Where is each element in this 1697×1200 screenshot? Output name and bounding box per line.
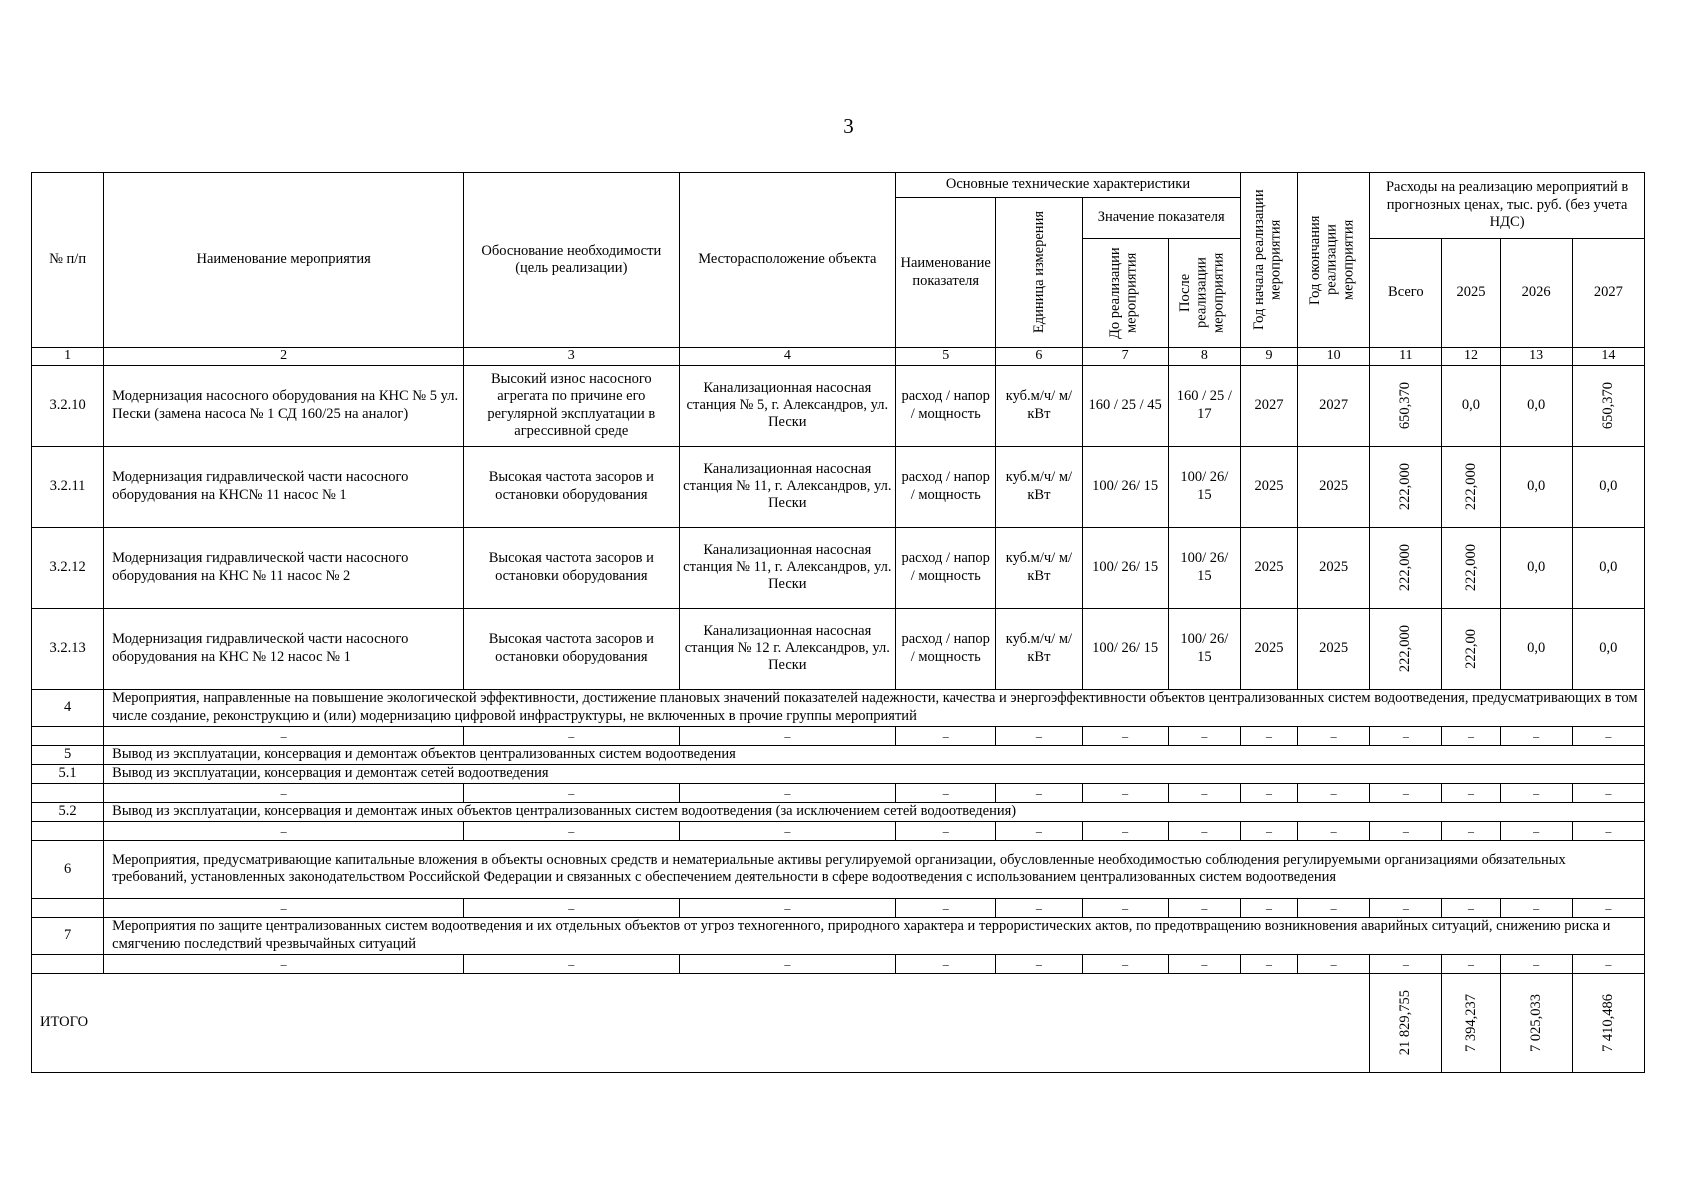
col-number: 6: [996, 348, 1082, 366]
dash-cell: –: [1370, 898, 1442, 917]
row-before: 100/ 26/ 15: [1082, 608, 1168, 689]
dash-cell: –: [1370, 821, 1442, 840]
dash-cell: –: [996, 821, 1082, 840]
section-row-5: [32, 745, 1645, 764]
row-total: 222,000: [1370, 608, 1442, 689]
row-2027: 0,0: [1572, 527, 1644, 608]
dash-cell: –: [464, 898, 680, 917]
totals-label: ИТОГО: [32, 973, 1370, 1072]
dash-cell: –: [1240, 821, 1297, 840]
row-indicator: расход / напор / мощность: [896, 608, 996, 689]
header-unit: Единица измерения: [996, 198, 1082, 348]
dash-cell: –: [1500, 821, 1572, 840]
dash-row: [32, 898, 1645, 917]
dash-cell: –: [104, 898, 464, 917]
totals-2026: 7 025,033: [1500, 973, 1572, 1072]
dash-cell: –: [679, 726, 896, 745]
dash-cell: –: [1572, 898, 1644, 917]
section-text: Вывод из эксплуатации, консервация и демонтаж иных объектов централизованных систем водоотведения (за исключением сетей водоотведения): [104, 802, 1645, 821]
section-row-6: [32, 840, 1645, 898]
row-2025: 0,0: [1442, 365, 1500, 446]
row-total: 222,000: [1370, 527, 1442, 608]
section-text: Вывод из эксплуатации, консервация и демонтаж объектов централизованных систем водоотведения: [104, 745, 1645, 764]
header-reason: Обоснование необходимости (цель реализации): [464, 173, 680, 348]
row-unit: куб.м/ч/ м/ кВт: [996, 527, 1082, 608]
row-name: Модернизация насосного оборудования на КНС № 5 ул. Пески (замена насоса № 1 СД 160/25 на аналог): [104, 365, 464, 446]
header-2025: 2025: [1442, 239, 1500, 348]
row-2027: 0,0: [1572, 446, 1644, 527]
table-row: [32, 527, 1645, 608]
col-number: 8: [1168, 348, 1240, 366]
dash-cell: –: [104, 821, 464, 840]
col-number: 11: [1370, 348, 1442, 366]
dash-cell: –: [1500, 783, 1572, 802]
row-reason: Высокая частота засоров и остановки оборудования: [464, 527, 680, 608]
dash-cell: –: [1500, 954, 1572, 973]
dash-cell: –: [679, 821, 896, 840]
dash-cell: –: [996, 954, 1082, 973]
dash-cell: –: [896, 783, 996, 802]
col-number: 5: [896, 348, 996, 366]
row-indicator: расход / напор / мощность: [896, 527, 996, 608]
dash-cell: –: [1370, 726, 1442, 745]
row-total: 650,370: [1370, 365, 1442, 446]
dash-cell: –: [1572, 783, 1644, 802]
col-number: 2: [104, 348, 464, 366]
table-row: [32, 446, 1645, 527]
row-reason: Высокая частота засоров и остановки оборудования: [464, 446, 680, 527]
dash-row: [32, 783, 1645, 802]
dash-cell: –: [1442, 726, 1500, 745]
row-num: 3.2.10: [32, 365, 104, 446]
row-2026: 0,0: [1500, 365, 1572, 446]
col-number: 13: [1500, 348, 1572, 366]
row-indicator: расход / напор / мощность: [896, 446, 996, 527]
empty-cell: [32, 821, 104, 840]
section-text: Вывод из эксплуатации, консервация и демонтаж сетей водоотведения: [104, 764, 1645, 783]
dash-cell: –: [464, 783, 680, 802]
row-2026: 0,0: [1500, 446, 1572, 527]
col-number: 7: [1082, 348, 1168, 366]
dash-cell: –: [1240, 898, 1297, 917]
empty-cell: [32, 783, 104, 802]
col-number: 9: [1240, 348, 1297, 366]
dash-cell: –: [996, 783, 1082, 802]
dash-cell: –: [1370, 954, 1442, 973]
dash-cell: –: [1572, 954, 1644, 973]
row-location: Канализационная насосная станция № 11, г. Александров, ул. Пески: [679, 446, 896, 527]
dash-cell: –: [1168, 726, 1240, 745]
totals-2025: 7 394,237: [1442, 973, 1500, 1072]
row-end: 2025: [1298, 446, 1370, 527]
row-num: 3.2.12: [32, 527, 104, 608]
dash-cell: –: [1500, 726, 1572, 745]
header-total: Всего: [1370, 239, 1442, 348]
row-after: 100/ 26/ 15: [1168, 608, 1240, 689]
section-row-5-1: [32, 764, 1645, 783]
totals-2027: 7 410,486: [1572, 973, 1644, 1072]
page-number: 3: [843, 114, 854, 138]
row-location: Канализационная насосная станция № 11, г. Александров, ул. Пески: [679, 527, 896, 608]
row-end: 2027: [1298, 365, 1370, 446]
row-name: Модернизация гидравлической части насосного оборудования на КНС№ 11 насос № 1: [104, 446, 464, 527]
row-unit: куб.м/ч/ м/ кВт: [996, 608, 1082, 689]
row-after: 160 / 25 / 17: [1168, 365, 1240, 446]
section-row-7: [32, 917, 1645, 954]
empty-cell: [32, 898, 104, 917]
dash-cell: –: [1082, 954, 1168, 973]
dash-cell: –: [1240, 783, 1297, 802]
header-end-year: Год окончания реализации мероприятия: [1298, 173, 1370, 348]
col-number: 3: [464, 348, 680, 366]
row-before: 160 / 25 / 45: [1082, 365, 1168, 446]
dash-cell: –: [1298, 726, 1370, 745]
section-text: Мероприятия по защите централизованных систем водоотведения и их отдельных объектов от угроз техногенного, природного характера и террористических актов, по предотвращению возникновения аварийных ситуаций, снижению риска и смягчению последствий чрезвычайных ситуаций: [104, 917, 1645, 954]
row-before: 100/ 26/ 15: [1082, 446, 1168, 527]
row-after: 100/ 26/ 15: [1168, 527, 1240, 608]
header-2026: 2026: [1500, 239, 1572, 348]
col-number: 14: [1572, 348, 1644, 366]
dash-cell: –: [464, 726, 680, 745]
dash-cell: –: [1572, 821, 1644, 840]
row-num: 3.2.13: [32, 608, 104, 689]
header-tech-group: Основные технические характеристики: [896, 173, 1241, 198]
row-location: Канализационная насосная станция № 5, г. Александров, ул. Пески: [679, 365, 896, 446]
row-unit: куб.м/ч/ м/ кВт: [996, 446, 1082, 527]
empty-cell: [32, 954, 104, 973]
section-num: 4: [32, 689, 104, 726]
header-value-group: Значение показателя: [1082, 198, 1240, 239]
row-before: 100/ 26/ 15: [1082, 527, 1168, 608]
dash-cell: –: [1500, 898, 1572, 917]
section-row-5-2: [32, 802, 1645, 821]
header-costs-group: Расходы на реализацию мероприятий в прогнозных ценах, тыс. руб. (без учета НДС): [1370, 173, 1645, 239]
row-location: Канализационная насосная станция № 12 г. Александров, ул. Пески: [679, 608, 896, 689]
totals-row: [32, 973, 1645, 1072]
row-reason: Высокий износ насосного агрегата по причине его регулярной эксплуатации в агрессивной среде: [464, 365, 680, 446]
dash-cell: –: [1082, 821, 1168, 840]
dash-cell: –: [896, 898, 996, 917]
col-number: 1: [32, 348, 104, 366]
dash-cell: –: [1442, 783, 1500, 802]
dash-cell: –: [1442, 898, 1500, 917]
section-row-4: [32, 689, 1645, 726]
row-end: 2025: [1298, 608, 1370, 689]
row-2027: 0,0: [1572, 608, 1644, 689]
column-numbers-row: [32, 348, 1645, 366]
dash-cell: –: [104, 954, 464, 973]
section-text: Мероприятия, предусматривающие капитальные вложения в объекты основных средств и нематериальные активы регулируемой организации, обусловленные необходимостью соблюдения регулируемыми организациями обязательных требований, установленных законодательством Российской Федерации и связанных с обеспечением деятельности в сфере водоотведения с использованием централизованных систем водоотведения: [104, 840, 1645, 898]
dash-cell: –: [1168, 783, 1240, 802]
totals-total: 21 829,755: [1370, 973, 1442, 1072]
dash-row: [32, 954, 1645, 973]
investment-program-table: [31, 172, 1645, 1073]
empty-cell: [32, 726, 104, 745]
row-name: Модернизация гидравлической части насосного оборудования на КНС № 12 насос № 1: [104, 608, 464, 689]
dash-cell: –: [996, 726, 1082, 745]
header-after: После реализации мероприятия: [1168, 239, 1240, 348]
section-num: 6: [32, 840, 104, 898]
table-row: [32, 608, 1645, 689]
dash-cell: –: [1298, 783, 1370, 802]
row-2025: 222,000: [1442, 527, 1500, 608]
row-num: 3.2.11: [32, 446, 104, 527]
row-start: 2025: [1240, 608, 1297, 689]
row-2026: 0,0: [1500, 608, 1572, 689]
dash-cell: –: [104, 783, 464, 802]
dash-cell: –: [896, 821, 996, 840]
dash-cell: –: [1082, 783, 1168, 802]
dash-cell: –: [1298, 954, 1370, 973]
table-row: [32, 365, 1645, 446]
section-text: Мероприятия, направленные на повышение экологической эффективности, достижение плановых значений показателей надежности, качества и энергоэффективности объектов централизованных систем водоотведения, предусматривающих в том числе создание, реконструкцию и (или) модернизацию цифровой инфраструктуры, не включенных в прочие группы мероприятий: [104, 689, 1645, 726]
dash-row: [32, 726, 1645, 745]
row-name: Модернизация гидравлической части насосного оборудования на КНС № 11 насос № 2: [104, 527, 464, 608]
dash-cell: –: [1442, 821, 1500, 840]
dash-cell: –: [1082, 898, 1168, 917]
header-indicator-name: Наименование показателя: [896, 198, 996, 348]
row-2025: 222,000: [1442, 446, 1500, 527]
dash-cell: –: [1298, 821, 1370, 840]
row-start: 2027: [1240, 365, 1297, 446]
row-total: 222,000: [1370, 446, 1442, 527]
dash-cell: –: [1168, 898, 1240, 917]
header-2027: 2027: [1572, 239, 1644, 348]
dash-cell: –: [1370, 783, 1442, 802]
header-start-year: Год начала реализации мероприятия: [1240, 173, 1297, 348]
row-start: 2025: [1240, 446, 1297, 527]
section-num: 5: [32, 745, 104, 764]
dash-cell: –: [1298, 898, 1370, 917]
section-num: 7: [32, 917, 104, 954]
row-start: 2025: [1240, 527, 1297, 608]
dash-cell: –: [896, 726, 996, 745]
dash-cell: –: [679, 954, 896, 973]
row-indicator: расход / напор / мощность: [896, 365, 996, 446]
dash-cell: –: [464, 821, 680, 840]
dash-cell: –: [679, 898, 896, 917]
dash-cell: –: [996, 898, 1082, 917]
row-2027: 650,370: [1572, 365, 1644, 446]
row-end: 2025: [1298, 527, 1370, 608]
section-num: 5.1: [32, 764, 104, 783]
dash-cell: –: [1082, 726, 1168, 745]
row-unit: куб.м/ч/ м/ кВт: [996, 365, 1082, 446]
row-2026: 0,0: [1500, 527, 1572, 608]
dash-cell: –: [1442, 954, 1500, 973]
dash-cell: –: [679, 783, 896, 802]
dash-cell: –: [1240, 954, 1297, 973]
header-name: Наименование мероприятия: [104, 173, 464, 348]
dash-cell: –: [464, 954, 680, 973]
header-before: До реализации мероприятия: [1082, 239, 1168, 348]
section-num: 5.2: [32, 802, 104, 821]
col-number: 12: [1442, 348, 1500, 366]
dash-cell: –: [1168, 954, 1240, 973]
col-number: 10: [1298, 348, 1370, 366]
dash-row: [32, 821, 1645, 840]
row-reason: Высокая частота засоров и остановки оборудования: [464, 608, 680, 689]
dash-cell: –: [1240, 726, 1297, 745]
dash-cell: –: [104, 726, 464, 745]
row-after: 100/ 26/ 15: [1168, 446, 1240, 527]
header-num: № п/п: [32, 173, 104, 348]
dash-cell: –: [896, 954, 996, 973]
header-location: Месторасположение объекта: [679, 173, 896, 348]
dash-cell: –: [1572, 726, 1644, 745]
row-2025: 222,00: [1442, 608, 1500, 689]
dash-cell: –: [1168, 821, 1240, 840]
col-number: 4: [679, 348, 896, 366]
